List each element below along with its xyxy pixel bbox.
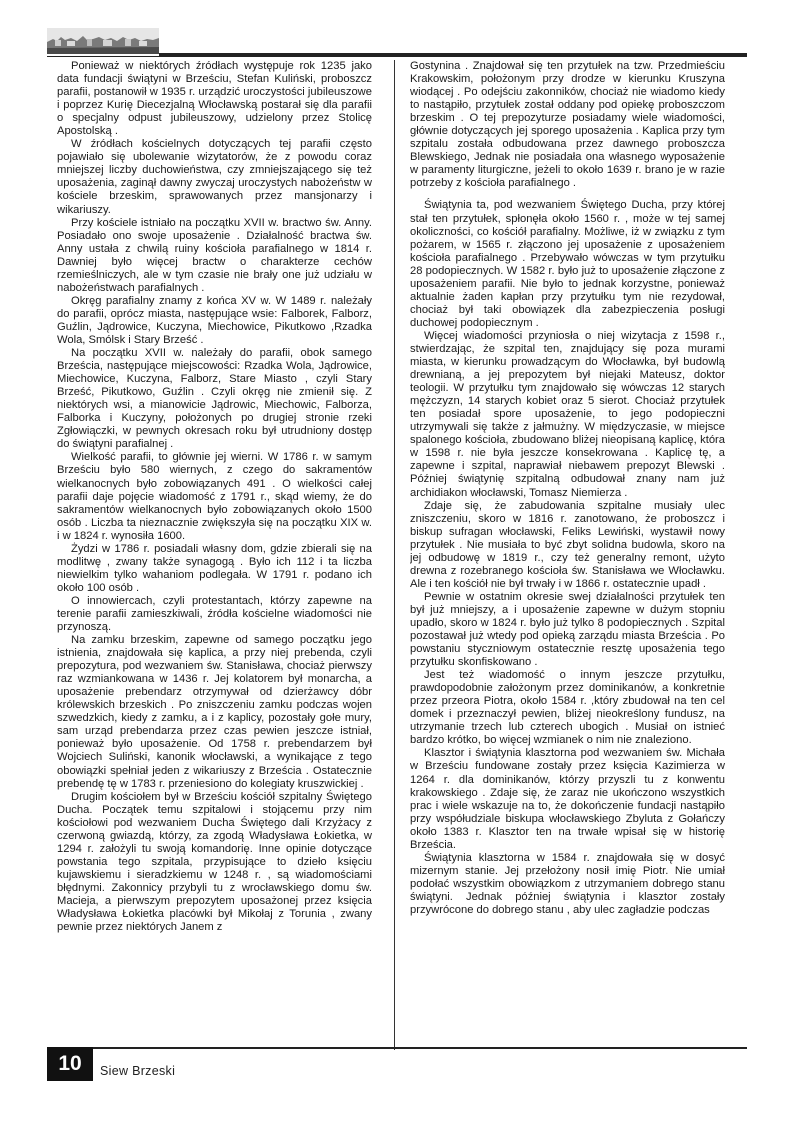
paragraph: Żydzi w 1786 r. posiadali własny dom, gdzie zbierali się na modlitwę , zwany także synagogą . Było ich 112 i ta liczba niewielkim tylko wahaniom podlegała. W 1791 r. podano ich około 100 osób . <box>57 542 372 594</box>
paragraph: Okręg parafialny znamy z końca XV w. W 1489 r. należały do parafii, oprócz miasta, następujące wsie: Falborek, Falborz, Guźlin, Jądrowice, Kuczyna, Miechowice, Pikutkowo ,Rzadka Wola, Smólsk i Stary Brześć . <box>57 294 372 346</box>
paragraph: Wielkość parafii, to głównie jej wierni. W 1786 r. w samym Brześciu było 580 wiernych, z czego do sakramentów wielkanocnych było zobowiązanych 491 . O wielkości całej parafii daje pojęcie wiadomość z 1791 r., skąd wiemy, że do sakramentów wielkanocnych było zobowiązanych około 1500 osób . Liczba ta nieznacznie zwiększyła się na początku XIX w. i w 1824 r. wynosiła 1600. <box>57 451 372 542</box>
footer-rule <box>93 1047 747 1049</box>
header-photo-graphic <box>47 28 159 54</box>
paragraph: W źródłach kościelnych dotyczących tej parafii często pojawiało się ubolewanie wizytatorów, że z powodu coraz mniejszej liczby duchowieństwa, czy zmniejszającego się też uposażenia, zaginął dawny zwyczaj uroczystych nabożeństw w kościele brzeskim, sprawowanych przez mansjonarzy i wikariuszy. <box>57 138 372 216</box>
paragraph: O innowiercach, czyli protestantach, którzy zapewne na terenie parafii zamieszkiwali, źródła kościelne wiadomości nie przynoszą. <box>57 594 372 634</box>
left-text-column <box>57 60 372 1050</box>
publication-title: Siew Brzeski <box>100 1064 176 1078</box>
paragraph: Ponieważ w niektórych źródłach występuje rok 1235 jako data fundacji świątyni w Brześciu, Stefan Kuliński, proboszcz parafii, postanowił w 1935 r. urządzić uroczystości jubileuszowe i poprzez Kurię Diecezjalną Włocławską postarał się dla parafii o specjalny odpust jubileuszowy, udzielony przez Stolicę Apostolską . <box>57 60 372 138</box>
header-town-photo <box>47 28 159 54</box>
paragraph: Jest też wiadomość o innym jeszcze przytułku, prawdopodobnie założonym przez dominikanów, a konkretnie przez przeora Piotra, około 1584 r. ,który zbudował na ten cel domek i przeznaczył pewien, bliżej nieokreślony fundusz, na utrzymanie trzech lub czterech ubogich . Musiał on istnieć bardzo krótko, bo więcej wzmianek o nim nie znaleziono. <box>410 669 725 747</box>
paragraph: Drugim kościołem był w Brześciu kościół szpitalny Świętego Ducha. Początek temu szpitalowi i stojącemu przy nim kościołowi pod wezwaniem Ducha Świętego dali Krzyżacy z czerwoną gwiazdą, którzy, za zgodą Władysława Łokietka, w 1294 r. założyli tu swoją komandorię. Inne opinie dotyczące powstania tego szpitala, przypisujące to dzieło księciu kujawskiemu i sieradzkiemu w 1248 r. , są wiadomościami błędnymi. Zakonnicy przybyli tu z wrocławskiego domu św. Macieja, a pierwszym prepozytem uposażonej przez księcia Władysława Łokietka placówki był Mikołaj z Torunia , zwany pewnie przez niektórych Janem z <box>57 790 372 934</box>
paragraph: Na początku XVII w. należały do parafii, obok samego Brześcia, następujące miejscowości: Rzadka Wola, Jądrowice, Miechowice, Kuczyna, Falborz, Stare Miasto , czyli Stary Brześć, Pikutkowo, Guźlin . Czyli okręg nie zmienił się. Z niektórych wsi, a mianowicie Jądrowic, Miechowic, Falborza, Falborka i Kuczyny, położonych po drugiej stronie rzeki Zgłowiączki, w pewnych okresach roku był utrudniony dostęp do świątyni parafialnej . <box>57 347 372 451</box>
paragraph: Pewnie w ostatnim okresie swej działalności przytułek ten był już mniejszy, a i uposażenie zapewne w dużym stopniu upadło, skoro w 1824 r. było już tylko 8 podopiecznych . Szpital pozostawał już wtedy pod opieką zarządu miasta Brześcia . Po powstaniu styczniowym ostatecznie resztę uposażenia tego przytułku skonfiskowano . <box>410 590 725 669</box>
paragraph: Więcej wiadomości przyniosła o niej wizytacja z 1598 r., stwierdzając, że szpital ten, znajdujący się poza murami miasta, w kierunku prowadzącym do Włocławka, był budowlą drewnianą, a jej prepozytem był niejaki Mateusz, doktor teologii. W przytułku tym znajdowało się wówczas 12 starych mężczyzn, 14 starych kobiet oraz 5 sierot. Chociaż przytułek ten posiadał spore uposażenie, to jego podopieczni utrzymywali się także z jałmużny. W międzyczasie, w miejsce spalonego kościoła, zbudowano bliżej nieopisaną kaplicę, która w 1598 r. nie była jeszcze konsekrowana . Kaplicę tę, a zapewne i szpital, naprawiał niebawem prepozyt Blewski . Później świątynię szpitalną odbudował znany nam już archidiakon włocławski, Tomasz Niemierza . <box>410 329 725 499</box>
right-text-column <box>410 60 725 1050</box>
paragraph: Zdaje się, że zabudowania szpitalne musiały ulec zniszczeniu, skoro w 1816 r. zanotowano, że proboszcz i biskup sufragan włocławski, Feliks Lewiński, wystawił nowy przytułek . Nie musiała to być zbyt solidna budowla, skoro na jej odbudowę w 1819 r., czy też generalny remont, użyto drewna z rozebranego kościoła św. Stanisława we Włocławku. Ale i ten kościół nie był trwały i w 1866 r. ostatecznie upadł . <box>410 499 725 590</box>
column-divider <box>394 60 395 1050</box>
paragraph: Przy kościele istniało na początku XVII w. bractwo św. Anny. Posiadało ono swoje uposażenie . Działalność bractwa św. Anny ustała z chwilą ruiny kościoła parafialnego w 1814 r. Dawniej było więcej bractw o charakterze cechów rzemieślniczych, ale w tym czasie nie brały one już udziału w nabożeństwach parafialnych . <box>57 216 372 294</box>
paragraph: Klasztor i świątynia klasztorna pod wezwaniem św. Michała w Brześciu fundowane zostały przez księcia Kazimierza w 1264 r. dla dominikanów, którzy przyszli tu z konwentu krakowskiego . Zdaje się, że zaraz nie ukończono wszystkich prac i wiele wskazuje na to, że dokończenie fundacji nastąpiło przy współudziale biskupa włocławskiego Zbyluta z Gołańczy około 1383 r. Klasztor ten na trwałe wpisał się w historię Brześcia. <box>410 747 725 851</box>
paragraph: Gostynina . Znajdował się ten przytułek na tzw. Przedmieściu Krakowskim, położonym przy drodze w kierunku Kruszyna wiodącej . Po odejściu zakonników, chociaż nie wiadomo kiedy to nastąpiło, przytułek został oddany pod opiekę proboszczom brzeskim . O tej prepozyturze posiadamy wiele wiadomości, głównie dotyczących jej sporego uposażenia . Kaplica przy tym szpitalu została odbudowana przez dawnego proboszcza Blewskiego, Jednak nie posiadała ona własnego wyposażenie w paramenty liturgiczne, jeżeli to około 1639 r. brano je w razie potrzeby z kościoła parafialnego . <box>410 60 725 190</box>
page-number: 10 <box>47 1047 93 1081</box>
paragraph: Świątynia klasztorna w 1584 r. znajdowała się w dosyć mizernym stanie. Jej przełożony nosił imię Piotr. Nie umiał podołać wszystkim obowiązkom z utrzymaniem dobrego stanu świątyni. Jednak później świątynia i klasztor zostały przywrócone do dobrego stanu , aby ulec zagładzie podczas <box>410 851 725 916</box>
paragraph: Na zamku brzeskim, zapewne od samego początku jego istnienia, znajdowała się kaplica, a przy niej prebenda, czyli prepozytura, pod wezwaniem św. Stanisława, chociaż pierwszy raz wzmiankowana w 1436 r. Jej kolatorem był monarcha, a uposażenie prebendarz otrzymywał od dzierżawcy dóbr królewskich brzeskich . Po zniszczeniu zamku podczas wojen szwedzkich, kiedy z zamku, a i z kaplicy, pozostały gołe mury, sam urząd prebendarza przez czas pewien jeszcze istniał, ponieważ było uposażenie. Od 1758 r. prebendarzem był Wojciech Suliński, kanonik włocławski, a wynikające z tego obowiązki spełniał jeden z wikariuszy z Brześcia . Ostatecznie prebendę tę w 1783 r. przeniesiono do kolegiaty kruszwickiej . <box>57 634 372 790</box>
paragraph: Świątynia ta, pod wezwaniem Świętego Ducha, przy której stał ten przytułek, spłonęła około 1560 r. , może w tej samej okoliczności, co kościół parafialny. Możliwe, iż w związku z tym pożarem, w 1565 r. złączono jej uposażenie z uposażeniem kościoła parafialnego . Przebywało wówczas w tym przytułku 28 podopiecznych. W 1582 r. było już to uposażenie złączone z uposażeniem parafii. Nie było to jednak korzystne, ponieważ aktualnie żaden kapłan przy przytułku tym nie rezydował, chociaż był taki obowiązek dla zabezpieczenia posługi duchowej podopiecznym . <box>410 199 725 329</box>
header-rule-thin <box>47 56 747 57</box>
